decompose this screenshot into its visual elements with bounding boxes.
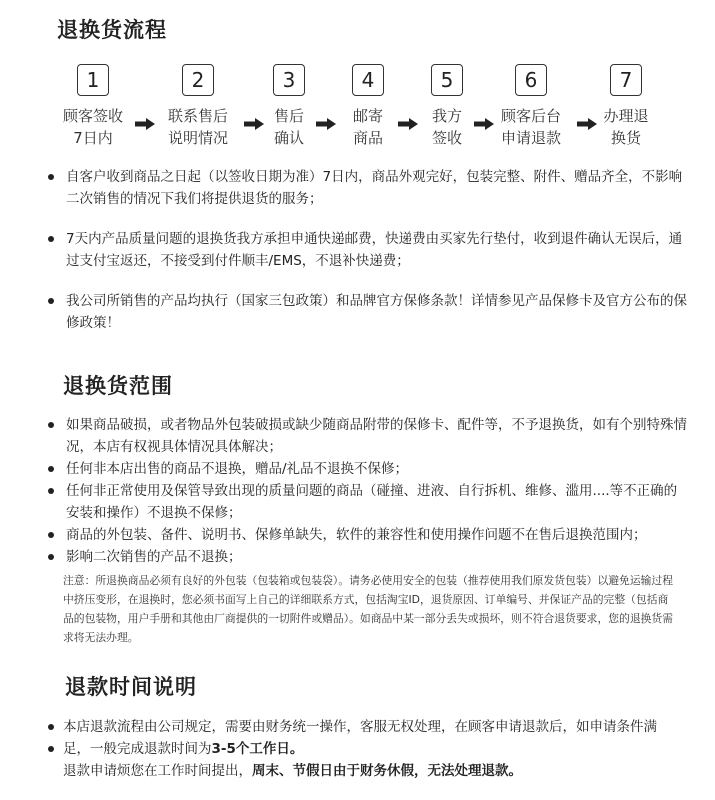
list-item: 任何非本店出售的商品不退换，赠品/礼品不退换不保修； [48,458,688,480]
step-label-line2: 确认 [273,129,304,147]
refund-line-2 [63,738,683,760]
step-3 [244,64,334,149]
step-number: 1 [77,64,109,96]
refund-text: 退款申请烦您在工作时间提出， [63,763,252,779]
refund-line-1: 本店退款流程由公司规定，需要由财务统一操作，客服无权处理，在顾客申请退款后，如申请条件满 [63,719,657,735]
step-label-line1: 顾客后台 [500,107,561,125]
process-steps [40,64,680,148]
step-number: 2 [182,64,214,96]
list-item: 如果商品破损，或者物品外包装破损或缺少随商品附带的保修卡、配件等，不予退换货，如有个别特殊情况，本店有权视具体情况具体解决； [48,414,688,458]
step-label-line2: 商品 [352,129,383,147]
bullet-dot [48,746,54,752]
step-5 [402,64,492,149]
refund-text: 足，一般完成退款时间为 [63,741,212,757]
step-label-line1: 邮寄 [352,107,383,125]
list-item: 7天内产品质量问题的退换货我方承担申通快递邮费，快递费由买家先行垫付，收到退件确认无误后，通过支付宝返还，不接受到付件顺丰/EMS，不退补快递费； [48,228,688,272]
notice-text: 注意：所退换商品必须有良好的外包装（包装箱或包装袋）。请务必使用安全的包装（推荐使用我们原发货包装）以避免运输过程中挤压变形，在退换时，您必须书面写上自己的详细联系方式，包括淘宝ID，退货原因、订单编号、并保证产品的完整（包括商品的包装物，用户手册和其他由厂商提供的一切附件或赠品）。如商品中某一部分丢失或损坏，则不符合退货要求，您的退换货需求将无法办理。 [63,574,674,644]
step-label-line1: 办理退 [603,107,649,125]
step-label-line1: 售后 [273,107,304,125]
step-label-line2: 签收 [431,129,462,147]
list-item: 自客户收到商品之日起（以签收日期为准）7日内，商品外观完好，包装完整、附件、赠品齐全，不影响二次销售的情况下我们将提供退货的服务； [48,166,688,210]
list-item: 影响二次销售的产品不退换； [48,546,688,568]
step-6 [486,64,576,149]
step-label-line2: 7日内 [73,129,113,147]
step-label-line2: 申请退款 [500,129,561,147]
step-2 [153,64,243,149]
list-item: 商品的外包装、备件、说明书、保修单缺失，软件的兼容性和使用操作问题不在售后退换范围内； [48,524,688,546]
step-1 [48,64,138,149]
heading-scope: 退换货范围 [63,374,173,398]
step-number: 3 [273,64,305,96]
step-number: 4 [352,64,384,96]
step-number: 6 [515,64,547,96]
refund-time-bold: 3-5个工作日。 [211,741,304,757]
refund-holiday-bold: 周末、节假日由于财务休假，无法处理退款。 [252,763,522,779]
step-label-line1: 联系售后 [167,107,228,125]
step-label-line2: 换货 [610,129,641,147]
heading-refund: 退款时间说明 [65,675,197,699]
scope-bullet-list [48,414,688,568]
list-item: 我公司所销售的产品均执行（国家三包政策）和品牌官方保修条款！详情参见产品保修卡及官方公布的保修政策！ [48,290,688,334]
step-number: 5 [431,64,463,96]
list-item: 任何非正常使用及保管导致出现的质量问题的商品（碰撞、进液、自行拆机、维修、滥用....等不正确的安装和操作）不退换不保修； [48,480,688,524]
step-7 [581,64,671,149]
bullet-dot [48,724,54,730]
refund-line-3 [63,760,683,782]
step-label-line1: 顾客签收 [62,107,123,125]
step-label-line2: 说明情况 [167,129,228,147]
step-label-line1: 我方 [431,107,462,125]
arrow-right-icon [135,118,155,130]
heading-process: 退换货流程 [57,18,167,42]
step-4 [323,64,413,149]
process-bullet-list [48,166,688,334]
step-number: 7 [610,64,642,96]
